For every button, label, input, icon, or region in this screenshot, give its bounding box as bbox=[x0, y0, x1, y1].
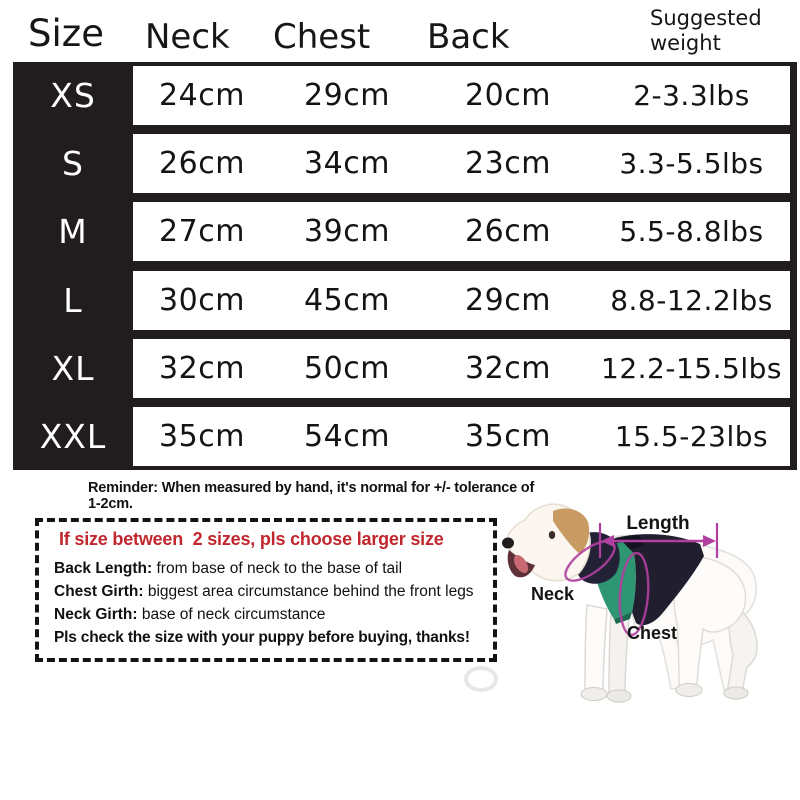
chest-value: 34cm bbox=[304, 146, 390, 182]
weight-value: 8.8-12.2lbs bbox=[610, 283, 773, 317]
chest-value: 50cm bbox=[304, 350, 390, 386]
chest-label: Chest bbox=[627, 623, 678, 643]
back-value: 26cm bbox=[465, 214, 551, 250]
row-values bbox=[133, 134, 790, 193]
size-cell: XL bbox=[51, 348, 95, 388]
table-row-xl bbox=[13, 339, 790, 398]
table-row-m bbox=[13, 202, 790, 261]
size-cell: L bbox=[63, 280, 83, 320]
dog-rear-paw-near bbox=[676, 684, 702, 697]
chest-value: 29cm bbox=[304, 78, 390, 113]
table-row-l bbox=[13, 271, 790, 330]
dog-front-leg-front bbox=[585, 605, 607, 693]
back-value: 32cm bbox=[465, 350, 551, 386]
neck-value: 30cm bbox=[159, 282, 245, 318]
tip-back-length bbox=[54, 557, 483, 580]
dog-front-paw-back bbox=[607, 690, 631, 702]
neck-value: 32cm bbox=[159, 350, 245, 386]
tip-chest-girth bbox=[54, 580, 483, 603]
length-arrowhead-right bbox=[703, 535, 716, 547]
row-values bbox=[133, 407, 790, 466]
weight-value: 2-3.3lbs bbox=[633, 79, 750, 112]
length-label: Length bbox=[626, 513, 690, 534]
neck-value: 24cm bbox=[159, 78, 245, 113]
size-cell: XS bbox=[50, 76, 96, 115]
column-header-chest: Chest bbox=[273, 17, 371, 57]
table-row-xs bbox=[13, 66, 790, 125]
weight-value: 5.5-8.8lbs bbox=[619, 215, 764, 249]
back-value: 35cm bbox=[465, 418, 551, 454]
back-value: 29cm bbox=[465, 282, 551, 318]
chest-value: 54cm bbox=[304, 418, 390, 454]
chest-value: 39cm bbox=[304, 214, 390, 250]
weight-value: 12.2-15.5lbs bbox=[601, 351, 782, 385]
tip-neck-girth bbox=[54, 603, 483, 626]
column-header-back: Back bbox=[427, 17, 510, 57]
tips-headline: If size between 2 sizes, pls choose larger size bbox=[59, 529, 444, 549]
tips-footer: Pls check the size with your puppy before buying, thanks! bbox=[54, 629, 470, 646]
column-header-neck: Neck bbox=[145, 17, 230, 57]
tip-text: biggest area circumstance behind the front legs bbox=[143, 583, 474, 600]
dog-front-leg-back bbox=[609, 615, 629, 695]
row-values bbox=[133, 202, 790, 261]
back-value: 20cm bbox=[465, 78, 551, 113]
neck-value: 35cm bbox=[159, 418, 245, 454]
watermark-ring bbox=[464, 666, 498, 692]
tip-label: Back Length: bbox=[54, 560, 153, 577]
tip-label: Chest Girth: bbox=[54, 583, 144, 600]
column-header-size: Size bbox=[28, 12, 104, 55]
table-row-s bbox=[13, 134, 790, 193]
dog-eye bbox=[549, 531, 555, 539]
dog-nose bbox=[502, 538, 514, 549]
size-table bbox=[13, 62, 797, 470]
dog-front-paw-front bbox=[581, 688, 607, 701]
weight-value: 15.5-23lbs bbox=[614, 419, 769, 453]
back-value: 23cm bbox=[465, 146, 551, 182]
table-row-xxl bbox=[13, 407, 790, 466]
size-cell: M bbox=[58, 212, 88, 252]
sizing-tips-box bbox=[35, 518, 497, 662]
tip-text: base of neck circumstance bbox=[137, 606, 326, 623]
neck-value: 27cm bbox=[159, 214, 245, 250]
weight-value: 3.3-5.5lbs bbox=[619, 147, 764, 181]
column-header-suggested-weight: Suggested weight bbox=[650, 6, 762, 55]
chest-value: 45cm bbox=[304, 282, 390, 318]
row-values bbox=[133, 271, 790, 330]
neck-label: Neck bbox=[531, 584, 575, 604]
size-cell: S bbox=[62, 144, 84, 184]
row-values bbox=[133, 339, 790, 398]
row-values bbox=[133, 66, 790, 125]
dog-rear-paw-far bbox=[724, 687, 748, 699]
tolerance-reminder: Reminder: When measured by hand, it's normal for +/- tolerance of 1-2cm. bbox=[88, 480, 535, 512]
tip-text: from base of neck to the base of tail bbox=[152, 560, 403, 577]
neck-value: 26cm bbox=[159, 146, 245, 182]
size-cell: XXL bbox=[39, 416, 107, 456]
dog-measurement-diagram bbox=[495, 495, 800, 715]
tip-label: Neck Girth: bbox=[54, 606, 138, 623]
